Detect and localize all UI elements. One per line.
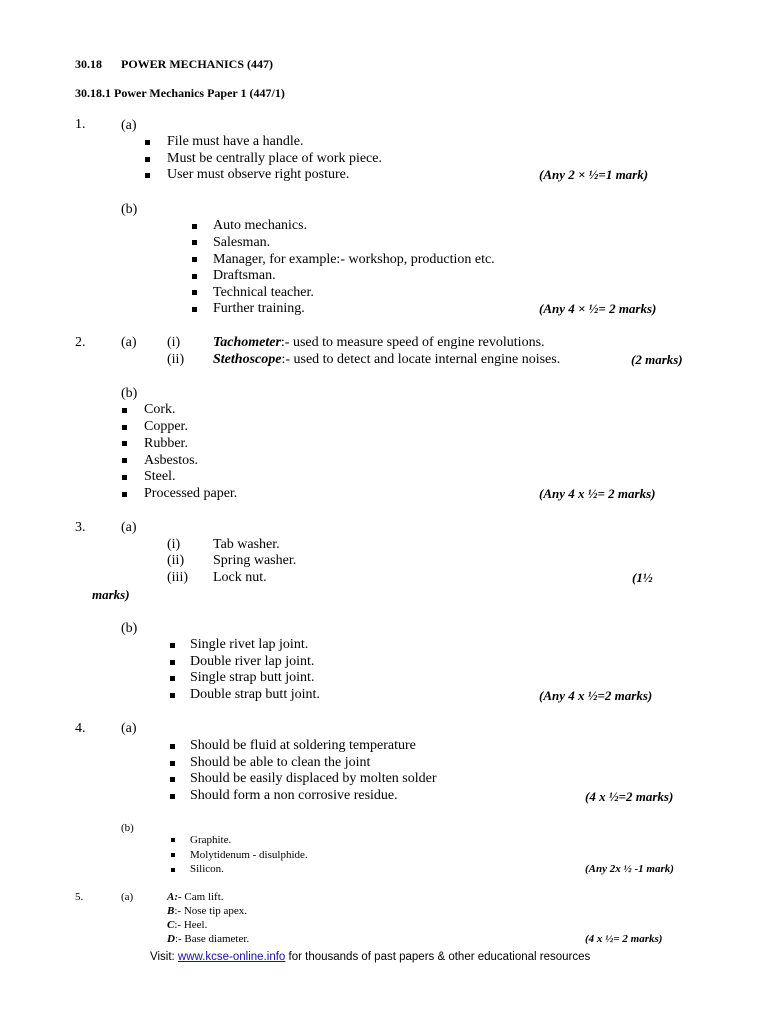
- bullet-icon: [170, 660, 175, 665]
- section-number: 30.18: [75, 57, 102, 71]
- answer-item: Should be able to clean the joint: [190, 755, 371, 770]
- marks-allocation: (Any 4 x ½=2 marks): [539, 688, 653, 703]
- answer-item: Technical teacher.: [213, 285, 314, 300]
- marks-allocation: (Any 4 × ½= 2 marks): [539, 301, 657, 316]
- answer-item: Graphite.: [190, 834, 232, 846]
- cam-point-key: B: [167, 905, 175, 917]
- answer-item: Should form a non corrosive residue.: [190, 788, 398, 803]
- marks-allocation: (Any 4 x ½= 2 marks): [539, 486, 656, 501]
- bullet-icon: [170, 761, 175, 766]
- answer-item: [213, 353, 560, 367]
- answer-item: Must be centrally place of work piece.: [167, 151, 382, 166]
- marks-allocation: (4 x ½= 2 marks): [585, 933, 663, 945]
- bullet-icon: [122, 475, 127, 480]
- bullet-icon: [170, 794, 175, 799]
- answer-item: Molytidenum - disulphide.: [190, 849, 308, 861]
- answer-item: Lock nut.: [213, 570, 267, 585]
- question-number: 2.: [75, 335, 86, 350]
- subpart-label: (i): [167, 335, 181, 350]
- section-title: POWER MECHANICS (447): [121, 57, 273, 71]
- part-label: (b): [121, 621, 138, 636]
- cam-point-key: A:-: [167, 891, 182, 903]
- bullet-icon: [192, 224, 197, 229]
- answer-item: Manager, for example:- workshop, production etc.: [213, 252, 495, 267]
- bullet-icon: [192, 274, 197, 279]
- subpart-label: (iii): [167, 570, 188, 585]
- answer-item: Draftsman.: [213, 268, 276, 283]
- part-label: (b): [121, 202, 138, 217]
- part-label: (b): [121, 822, 134, 834]
- subpart-label: (i): [167, 537, 181, 552]
- answer-item: Single rivet lap joint.: [190, 637, 309, 652]
- answer-item: Copper.: [144, 419, 188, 434]
- answer-item: User must observe right posture.: [167, 167, 350, 182]
- bullet-icon: [122, 441, 127, 446]
- answer-item: Double strap butt joint.: [190, 687, 320, 702]
- answer-item: Should be fluid at soldering temperature: [190, 738, 416, 753]
- term: Stethoscope: [213, 352, 282, 367]
- answer-item: [167, 892, 224, 903]
- term: Tachometer: [213, 335, 281, 350]
- answer-item: Salesman.: [213, 235, 271, 250]
- part-label: (a): [121, 721, 137, 736]
- question-number: 3.: [75, 520, 86, 535]
- paper-subheading: 30.18.1 Power Mechanics Paper 1 (447/1): [75, 86, 285, 100]
- bullet-icon: [171, 853, 175, 857]
- footer-prefix: Visit:: [150, 951, 178, 963]
- part-label: (b): [121, 386, 138, 401]
- answer-item: [213, 336, 545, 350]
- cam-point-text: :- Heel.: [174, 919, 208, 931]
- bullet-icon: [122, 425, 127, 430]
- answer-item: Tab washer.: [213, 537, 280, 552]
- answer-item: Should be easily displaced by molten solder: [190, 771, 437, 786]
- cam-point-text: :- Nose tip apex.: [174, 905, 248, 917]
- bullet-icon: [192, 307, 197, 312]
- footer-suffix: for thousands of past papers & other educational resources: [285, 951, 591, 963]
- part-label: (a): [121, 118, 137, 133]
- marks-allocation: (Any 2x ½ -1 mark): [585, 863, 674, 875]
- answer-item: Single strap butt joint.: [190, 670, 315, 685]
- bullet-icon: [122, 492, 127, 497]
- answer-item: File must have a handle.: [167, 134, 304, 149]
- cam-point-text: Cam lift.: [181, 891, 224, 903]
- part-label: (a): [121, 335, 137, 350]
- answer-item: Steel.: [144, 469, 176, 484]
- part-label: (a): [121, 520, 137, 535]
- marks-allocation: (1½: [632, 570, 653, 585]
- answer-item: Further training.: [213, 301, 305, 316]
- bullet-icon: [170, 676, 175, 681]
- answer-item: [167, 920, 207, 931]
- bullet-icon: [170, 643, 175, 648]
- bullet-icon: [192, 257, 197, 262]
- bullet-icon: [192, 290, 197, 295]
- marks-allocation: (Any 2 × ½=1 mark): [539, 167, 649, 182]
- answer-item: Rubber.: [144, 436, 188, 451]
- marks-allocation-continued: marks): [92, 587, 130, 602]
- question-number: 4.: [75, 721, 86, 736]
- footer: [150, 951, 590, 963]
- answer-item: Cork.: [144, 402, 176, 417]
- bullet-icon: [170, 777, 175, 782]
- bullet-icon: [122, 408, 127, 413]
- answer-item: [167, 906, 247, 917]
- answer-item: Auto mechanics.: [213, 218, 308, 233]
- cam-point-key: D: [167, 933, 175, 945]
- footer-link[interactable]: www.kcse-online.info: [177, 951, 286, 963]
- bullet-icon: [171, 838, 175, 842]
- subpart-label: (ii): [167, 352, 185, 367]
- question-number: 1.: [75, 117, 86, 132]
- answer-item: Asbestos.: [144, 453, 199, 468]
- marks-allocation: (4 x ½=2 marks): [585, 789, 674, 804]
- bullet-icon: [170, 693, 175, 698]
- answer-item: Spring washer.: [213, 553, 297, 568]
- definition: :- used to detect and locate internal engine noises.: [281, 352, 561, 367]
- bullet-icon: [145, 157, 150, 162]
- definition: :- used to measure speed of engine revolutions.: [280, 335, 545, 350]
- answer-item: Processed paper.: [144, 486, 238, 501]
- bullet-icon: [192, 240, 197, 245]
- subpart-label: (ii): [167, 553, 185, 568]
- bullet-icon: [171, 868, 175, 872]
- bullet-icon: [170, 744, 175, 749]
- part-label: (a): [121, 891, 134, 903]
- answer-item: Silicon.: [190, 863, 224, 875]
- cam-point-text: :- Base diameter.: [174, 933, 250, 945]
- cam-point-key: C: [167, 919, 175, 931]
- bullet-icon: [122, 458, 127, 463]
- bullet-icon: [145, 173, 150, 178]
- marks-allocation: (2 marks): [631, 352, 683, 367]
- answer-item: Double river lap joint.: [190, 654, 315, 669]
- bullet-icon: [145, 140, 150, 145]
- answer-item: [167, 934, 249, 945]
- question-number: 5.: [75, 891, 84, 903]
